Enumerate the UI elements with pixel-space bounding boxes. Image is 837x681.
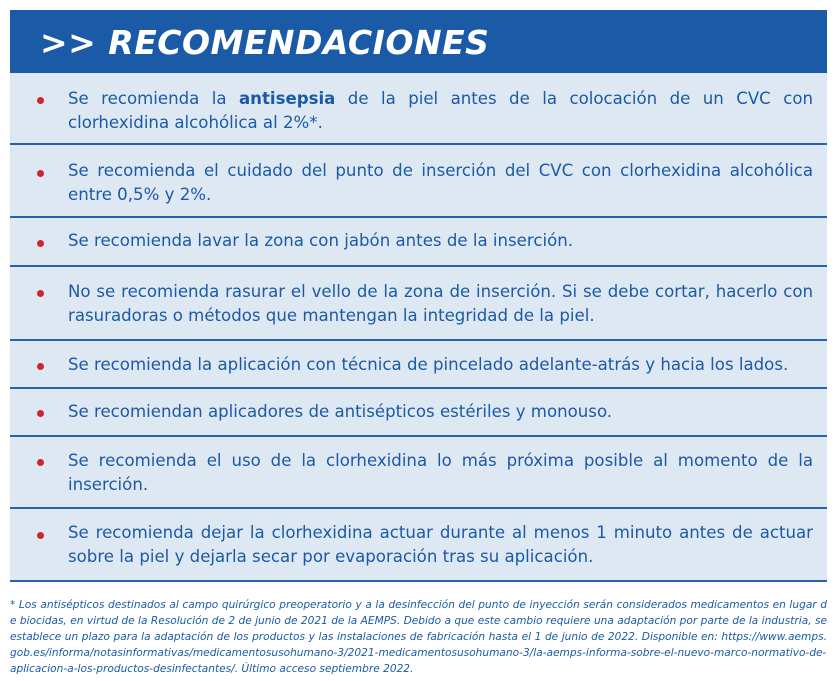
recommendations-list — [10, 73, 827, 582]
list-item-text: Se recomienda la aplicación con técnica de pincelado adelante-atrás y hacia los lados. — [68, 355, 789, 374]
text-segment: de la piel antes de la colocación de un CVC con clorhexidina alcohólica al 2%*. — [68, 89, 813, 132]
list-item-text: Se recomienda el cuidado del punto de inserción del CVC con clorhexidina alcohólica entre 0,5% y 2%. — [68, 161, 813, 204]
section-title: >> RECOMENDACIONES — [40, 23, 490, 62]
bullet-icon — [37, 532, 44, 539]
list-item-text: Se recomienda lavar la zona con jabón antes de la inserción. — [68, 231, 574, 250]
bold-keyword: antisepsia — [238, 89, 336, 108]
list-item-text: Se recomienda el uso de la clorhexidina lo más próxima posible al momento de la inserción. — [68, 451, 813, 494]
bullet-icon — [37, 170, 44, 177]
list-item-text: No se recomienda rasurar el vello de la zona de inserción. Si se debe cortar, hacerlo con rasuradoras o métodos que mantengan la integridad de la piel. — [68, 282, 813, 325]
list-item — [10, 437, 827, 509]
footnote: * Los antisépticos destinados al campo quirúrgico preoperatorio y a la desinfección del punto de inyección serán considerados medicamentos en lugar de biocidas, en virtud de la Resolución de 2 de junio de 2021 de la AEMPS. Debido a que este cambio requiere una adaptación por parte de la industria, se establece un plazo para la adaptación de los productos y las instalaciones de fabricación hasta el 1 de junio de 2022. Disponible en: https://www.aemps.gob.es/informa/notasinformativas/medicamentosusohumano-3/2021-medicamentosusohumano-3/la-aemps-informa-sobre-el-nuevo-marco-normativo-de-aplicacion-a-los-productos-desinfectantes/. Último acceso septiembre 2022. — [10, 599, 827, 675]
list-item — [10, 389, 827, 437]
section-header — [10, 10, 827, 73]
list-item — [10, 509, 827, 582]
bullet-icon — [37, 410, 44, 417]
bullet-icon — [37, 363, 44, 370]
list-item — [10, 145, 827, 218]
bullet-icon — [37, 290, 44, 297]
list-item — [10, 73, 827, 145]
bullet-icon — [37, 240, 44, 247]
list-item-text: Se recomienda dejar la clorhexidina actuar durante al menos 1 minuto antes de actuar sobre la piel y dejarla secar por evaporación tras su aplicación. — [68, 523, 813, 566]
list-item — [10, 218, 827, 267]
text-segment: Se recomienda la — [68, 89, 239, 108]
list-item — [10, 267, 827, 341]
list-item-text — [68, 87, 813, 135]
bullet-icon — [37, 459, 44, 466]
bullet-icon — [37, 97, 44, 104]
list-item-text: Se recomiendan aplicadores de antisépticos estériles y monouso. — [68, 402, 613, 421]
list-item — [10, 341, 827, 389]
